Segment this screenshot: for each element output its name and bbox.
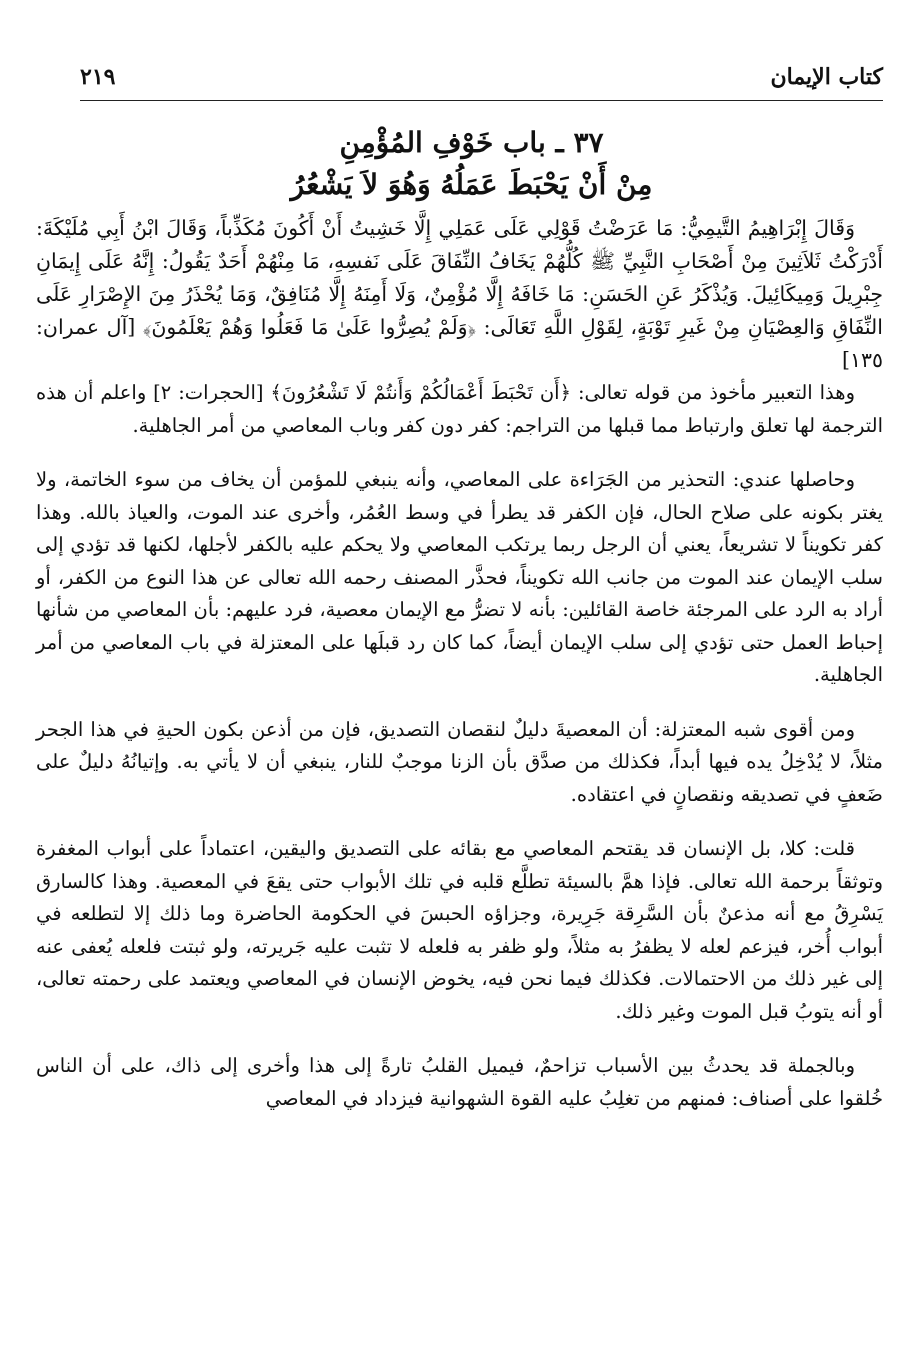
paragraph-3: وحاصلها عندي: التحذير من الجَرَاءة على المعاصي، وأنه ينبغي للمؤمن أن يخاف من سوء الخاتمة، ولا يغتر بكونه على صلاح الحال، فإن الكفر قد يطرأ في وسط العُمُر، وأخرى عند الموت، والعياذ بالله. وهذا كفر تكويناً لا تشريعاً، يعني أن الرجل ربما يرتكب المعاصي ولا يحكم عليه بالكفر لأجلها، لكنها قد تؤدي إلى سلب الإيمان عند الموت من جانب الله تكويناً، فحذَّر المصنف رحمه الله تعالى عن هذا النوع من الكفر، أو أراد به الرد على المرجئة خاصة القائلين: بأنه لا تضرُّ مع الإيمان معصية، فرد عليهم: بأن المعاصي من شأنها إحباط العمل حتى تؤدي إلى سلب الإيمان أيضاً، كما كان رد قبلَها على المعتزلة في باب المعاصي من أمر الجاهلية. [36, 468, 883, 686]
running-title: كتاب الإيمان [770, 64, 883, 90]
paragraph-5: قلت: كلا، بل الإنسان قد يقتحم المعاصي مع بقائه على التصديق واليقين، اعتماداً على أبواب المغفرة وتوثقاً برحمة الله تعالى. فإذا همَّ بالسيئة تطلَّع قلبه في تلك الأبواب حتى يقعَ في المعصية. وهذا كالسارق يَسْرِقُ مع أنه مذعنٌ بأن السَّرِقة جَرِيرة، وجزاؤه الحبسَ في الحكومة الحاضرة وما ذلك إلا لتطلعه في أبواب أُخر، فيزعم لعله لا يظفرُ به مثلاً، ولو ظفر به فلعله لا تثبت عليه جَريرته، ولو ثبتت فلعله يُعفى عنه إلى غير ذلك من الاحتمالات. فكذلك فيما نحن فيه، يخوض الإنسان في المعاصي ويعتمد على رحمته تعالى، أو أنه يتوبُ قبل الموت وغير ذلك. [36, 837, 883, 1023]
paragraph-4: ومن أقوى شبه المعتزلة: أن المعصيةَ دليلٌ لنقصان التصديق، فإن من أذعن بكون الحيةِ في هذا الجحر مثلاً، لا يُدْخِلُ يده فيها أبداً، فكذلك من صدَّق بأن الزنا موجبٌ للنار، ينبغي أن لا يأتي به. وإتيانُهُ دليلٌ على ضَعفٍ في تصديقه ونقصانٍ في اعتقاده. [36, 717, 883, 806]
chapter-title-line-2: مِنْ أَنْ يَحْبَطَ عَمَلُهُ وَهُوَ لاَ يَشْعُرُ [290, 168, 653, 201]
paragraph-2: وهذا التعبير مأخوذ من قوله تعالى: ﴿أَن تَحْبَطَ أَعْمَالُكُمْ وَأَنتُمْ لَا تَشْعُرُونَ﴾ [الحجرات: ٢] واعلم أن هذه الترجمة لها تعلق وارتباط مما قبلها من التراجم: كفر دون كفر وباب المعاصي من أمر الجاهلية. [36, 381, 883, 437]
commentary-paragraph [36, 714, 883, 812]
commentary-paragraph [36, 1050, 883, 1115]
body-text [36, 212, 883, 1115]
running-header [80, 60, 883, 101]
page-number: ٢١٩ [80, 64, 116, 90]
paragraph-1: وَقَالَ إِبْرَاهِيمُ التَّيمِيُّ: مَا عَرَضْتُ قَوْلِي عَلَى عَمَلِي إِلَّا خَشِيتُ أَنْ أَكُونَ مُكَذِّباً، وَقَالَ ابْنُ أَبِي مُلَيْكَةَ: أَدْرَكْتُ ثَلاَثِينَ مِنْ أَصْحَابِ النَّبِيِّ ﷺ كُلُّهُمْ يَخَافُ النِّفَاقَ عَلَى نَفسِهِ، مَا مِنْهُمْ أَحَدٌ يَقُولُ: إِنَّهُ عَلَى إِيمَانِ جِبْرِيلَ وَمِيكَائِيلَ. وَيُذْكَرُ عَنِ الحَسَنِ: مَا خَافَهُ إِلَّا مُؤْمِنٌ، وَلَا أَمِنَهُ إِلَّا مُنَافِقٌ، وَمَا يُحْذَرُ مِنَ الإِصْرَارِ عَلَى النِّفَاقِ وَالعِصْيَانِ مِنْ غَيرِ تَوْبَةٍ، لِقَوْلِ اللَّهِ تَعَالَى: ﴿وَلَمْ يُصِرُّوا عَلَىٰ مَا فَعَلُوا وَهُمْ يَعْلَمُونَ﴾ [آل عمران: ١٣٥] [36, 216, 883, 372]
commentary-paragraph [36, 464, 883, 692]
paragraph-6: وبالجملة قد يحدثُ بين الأسباب تزاحمٌ، فيميل القلبُ تارةً إلى هذا وأخرى إلى ذاك، على أن الناس خُلقوا على أصناف: فمنهم من تغلِبُ عليه القوة الشهوانية فيزداد في المعاصي [36, 1054, 883, 1110]
hadith-text [36, 212, 883, 377]
chapter-title-line-1: ٣٧ ـ باب خَوْفِ المُؤْمِنِ [339, 126, 604, 159]
chapter-heading [60, 122, 883, 206]
commentary-paragraph [36, 833, 883, 1028]
commentary-paragraph [36, 377, 883, 442]
